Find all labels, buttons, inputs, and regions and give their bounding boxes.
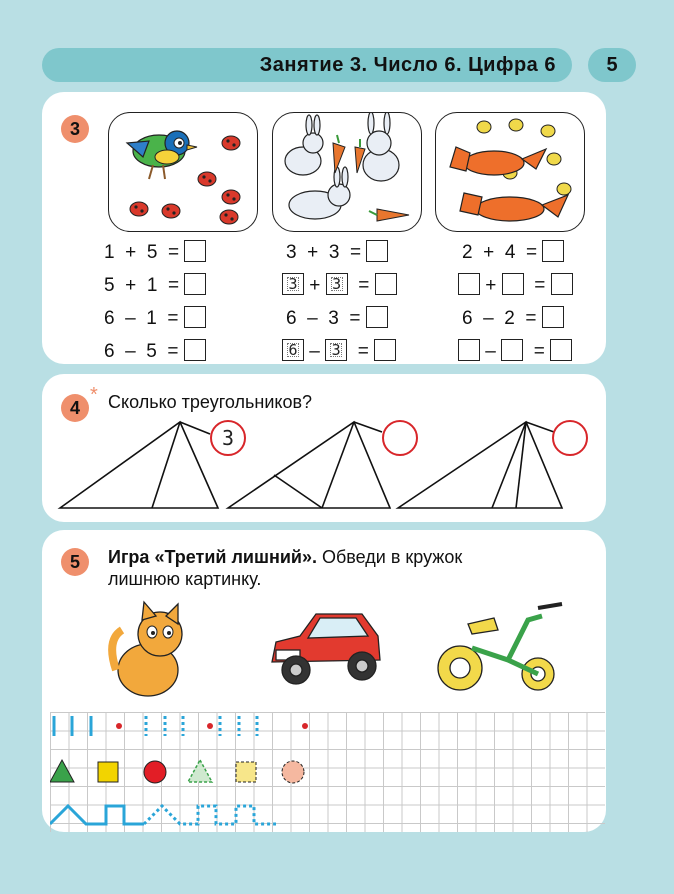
equation-3-2: + = — [458, 275, 573, 297]
cat-picture[interactable] — [102, 600, 202, 700]
answer-box[interactable] — [184, 306, 206, 328]
equation-1-2: 5 + 1 = — [104, 275, 206, 297]
answer-box[interactable] — [542, 306, 564, 328]
tricycle-picture[interactable] — [432, 600, 572, 700]
answer-box[interactable] — [366, 240, 388, 262]
answer-box[interactable] — [458, 273, 480, 295]
answer-circle[interactable] — [552, 420, 588, 456]
rabbits-carrots-picture — [272, 112, 422, 232]
equation-2-4: 6 – 3 = — [282, 341, 396, 363]
task-5-title: Игра «Третий лишний». — [108, 547, 317, 567]
equation-2-1: 3 + 3 = — [286, 242, 388, 264]
car-picture[interactable] — [266, 606, 386, 692]
answer-box[interactable] — [458, 339, 480, 361]
equation-1-3: 6 – 1 = — [104, 308, 206, 330]
equation-3-1: 2 + 4 = — [462, 242, 564, 264]
triangles-figure — [42, 374, 606, 522]
task-number-badge: 4 — [61, 394, 89, 422]
answer-box[interactable] — [550, 339, 572, 361]
pattern-examples — [50, 712, 330, 832]
task-number-badge: 3 — [61, 115, 89, 143]
answer-box[interactable] — [501, 339, 523, 361]
dotted-digit-box[interactable]: 6 — [282, 339, 304, 361]
equation-1-4: 6 – 5 = — [104, 341, 206, 363]
bird-ladybugs-picture — [108, 112, 258, 232]
answer-box[interactable] — [502, 273, 524, 295]
equation-3-4: – = — [458, 341, 572, 363]
answer-circle[interactable] — [382, 420, 418, 456]
page-number: 5 — [588, 48, 636, 82]
equation-2-3: 6 – 3 = — [286, 308, 388, 330]
answer-box[interactable] — [542, 240, 564, 262]
task-5-instruction: Игра «Третий лишний». Обведи в кружок лишнюю картинку. — [108, 547, 463, 589]
difficulty-star: * — [90, 384, 98, 406]
answer-box[interactable] — [184, 273, 206, 295]
page-title: Занятие 3. Число 6. Цифра 6 — [259, 54, 556, 76]
answer-box[interactable] — [366, 306, 388, 328]
answer-box[interactable] — [184, 240, 206, 262]
dotted-digit-box[interactable]: 3 — [325, 339, 347, 361]
task-3-card — [42, 92, 606, 364]
equation-2-2: 3 + 3 = — [282, 275, 397, 297]
foxes-chicks-picture — [435, 112, 585, 232]
answer-box[interactable] — [551, 273, 573, 295]
answer-box[interactable] — [375, 273, 397, 295]
task-4-question: Сколько треугольников? — [108, 392, 313, 412]
dotted-digit-box[interactable]: 3 — [326, 273, 348, 295]
answer-box[interactable] — [184, 339, 206, 361]
equation-1-1: 1 + 5 = — [104, 242, 206, 264]
header-bar — [42, 48, 572, 82]
task-number-badge: 5 — [61, 548, 89, 576]
equation-3-3: 6 – 2 = — [462, 308, 564, 330]
dotted-digit-box[interactable]: 3 — [282, 273, 304, 295]
answer-box[interactable] — [374, 339, 396, 361]
answer-circle[interactable]: 3 — [210, 420, 246, 456]
task-4-card — [42, 374, 606, 522]
